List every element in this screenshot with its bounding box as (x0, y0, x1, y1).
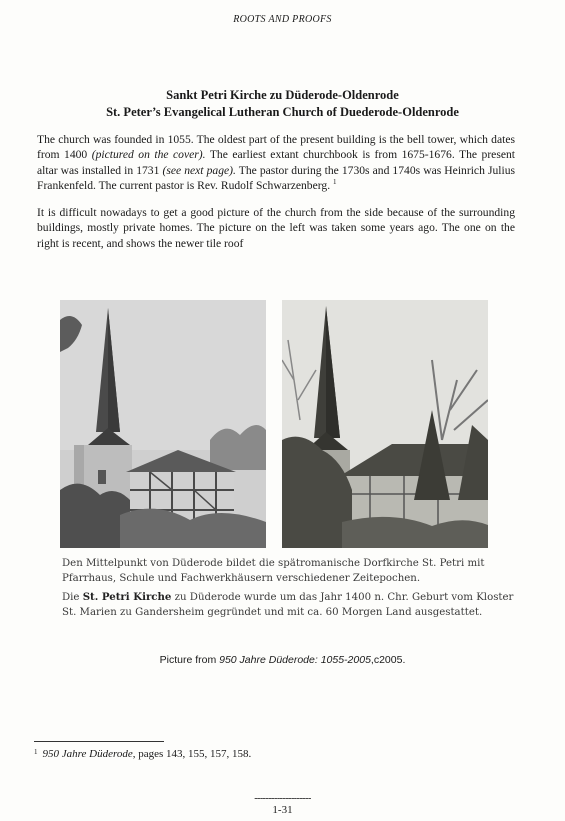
page-number-rule: -------------------- (254, 793, 311, 804)
german-caption-line-2: Pfarrhaus, Schule und Fachwerkhäusern verschiedener Zeitepochen. (62, 573, 421, 584)
german-caption-line-1: Den Mittelpunkt von Düderode bildet die spätromanische Dorfkirche St. Petri mit (62, 558, 485, 569)
history-paragraph (37, 132, 515, 193)
church-photo-old (60, 300, 266, 548)
footnote-book-title: 950 Jahre Düderode (42, 748, 133, 760)
history-text-a: The church was founded in 1055. The oldest part of the present building is the bell tower, which dates from 1400 (37, 133, 515, 162)
church-photo-recent (282, 300, 488, 548)
footnote-reference: 1 (333, 178, 337, 187)
footnote-number: 1 (34, 748, 38, 756)
footnote-divider (34, 741, 164, 742)
title-line-english: St. Peter’s Evangelical Lutheran Church of Duederode-Oldenrode (106, 105, 459, 119)
history-text-cover-ref: (pictured on the cover). (91, 148, 206, 162)
german-caption (62, 556, 514, 620)
document-title (0, 87, 565, 121)
photo-description-paragraph: It is difficult nowadays to get a good picture of the church from the side because of the surrounding buildings, mostly private homes. The picture on the left was taken some years ago. The one on the right is recent, and shows the newer tile roof (37, 206, 515, 250)
german-caption-line-3 (62, 590, 514, 605)
history-text-c: The earliest extant churchbook is from 1675-1676. The present altar was installed in 1731 (37, 148, 515, 177)
page-number: 1-31 (272, 804, 293, 816)
german-caption-line-3-post: zu Düderode wurde um das Jahr 1400 n. Chr. Geburt vom Kloster (171, 592, 514, 603)
footnote-pages: , pages 143, 155, 157, 158. (132, 748, 252, 760)
german-caption-church-name: St. Petri Kirche (82, 591, 172, 603)
source-post: ,c2005. (370, 654, 406, 666)
picture-source-credit (0, 654, 565, 666)
history-text-next-page-ref: (see next page). (162, 163, 236, 177)
german-caption-line-3-pre: Die (62, 592, 83, 603)
source-book-title: 950 Jahre Düderode: 1055-2005 (219, 654, 371, 666)
german-caption-line-4: St. Marien zu Gandersheim gegründet und mit ca. 60 Morgen Land ausgestattet. (62, 607, 483, 618)
footnote (34, 748, 251, 760)
running-head: ROOTS AND PROOFS (233, 14, 332, 25)
title-line-german: Sankt Petri Kirche zu Düderode-Oldenrode (166, 88, 399, 102)
source-pre: Picture from (159, 654, 220, 666)
history-text-e: The pastor during the 1730s and 1740s was Heinrich Julius Frankenfeld. The current pastor is Rev. Rudolf Schwarzenberg. (37, 163, 515, 192)
